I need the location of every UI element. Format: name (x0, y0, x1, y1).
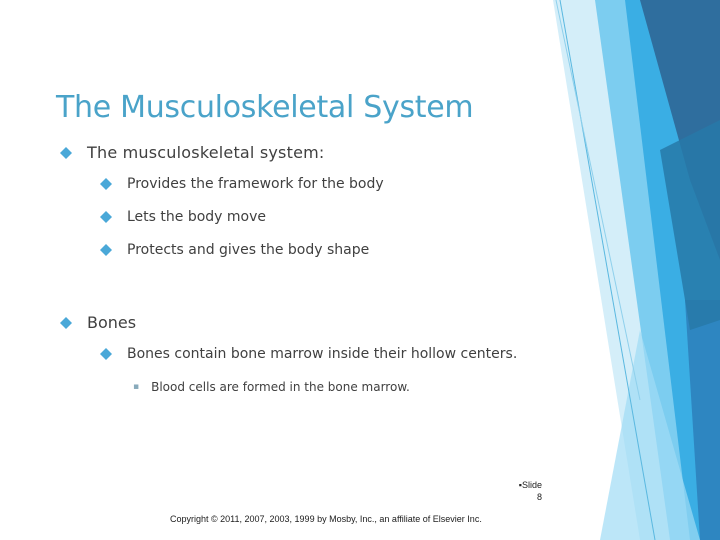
slide-number-value: 8 (536, 492, 542, 502)
dot-bullet-icon: ▪ (133, 382, 140, 392)
diamond-bullet-icon (100, 178, 112, 190)
sub-bullet-marrow (100, 346, 517, 362)
bullet-musculoskeletal (60, 143, 325, 162)
slide-label: Slide (521, 480, 542, 490)
bullet-text: The musculoskeletal system: (87, 143, 325, 162)
sub-sub-bullet-text: Blood cells are formed in the bone marrow. (151, 380, 410, 394)
sub-bullet-text: Provides the framework for the body (127, 176, 384, 192)
diamond-bullet-icon (100, 244, 112, 256)
bullet-text: Bones (87, 313, 137, 332)
sub-sub-bullet-blood-cells (133, 380, 410, 394)
sub-bullet-text: Bones contain bone marrow inside their hollow centers. (127, 346, 518, 362)
slide-number (512, 479, 542, 503)
slide-title: The Musculoskeletal System (56, 90, 474, 125)
sub-bullet-framework (100, 176, 384, 192)
sub-bullet-text: Lets the body move (127, 209, 267, 225)
slide-number-bullet-icon: ▪ (518, 480, 522, 490)
bullet-bones (60, 313, 136, 332)
diamond-bullet-icon (60, 317, 72, 329)
diamond-bullet-icon (60, 147, 72, 159)
sub-bullet-move (100, 209, 266, 225)
sub-bullet-protects (100, 242, 369, 258)
diamond-bullet-icon (100, 348, 112, 360)
copyright-footer: Copyright © 2011, 2007, 2003, 1999 by Mosby, Inc., an affiliate of Elsevier Inc. (170, 514, 482, 524)
diamond-bullet-icon (100, 211, 112, 223)
sub-bullet-text: Protects and gives the body shape (127, 242, 370, 258)
